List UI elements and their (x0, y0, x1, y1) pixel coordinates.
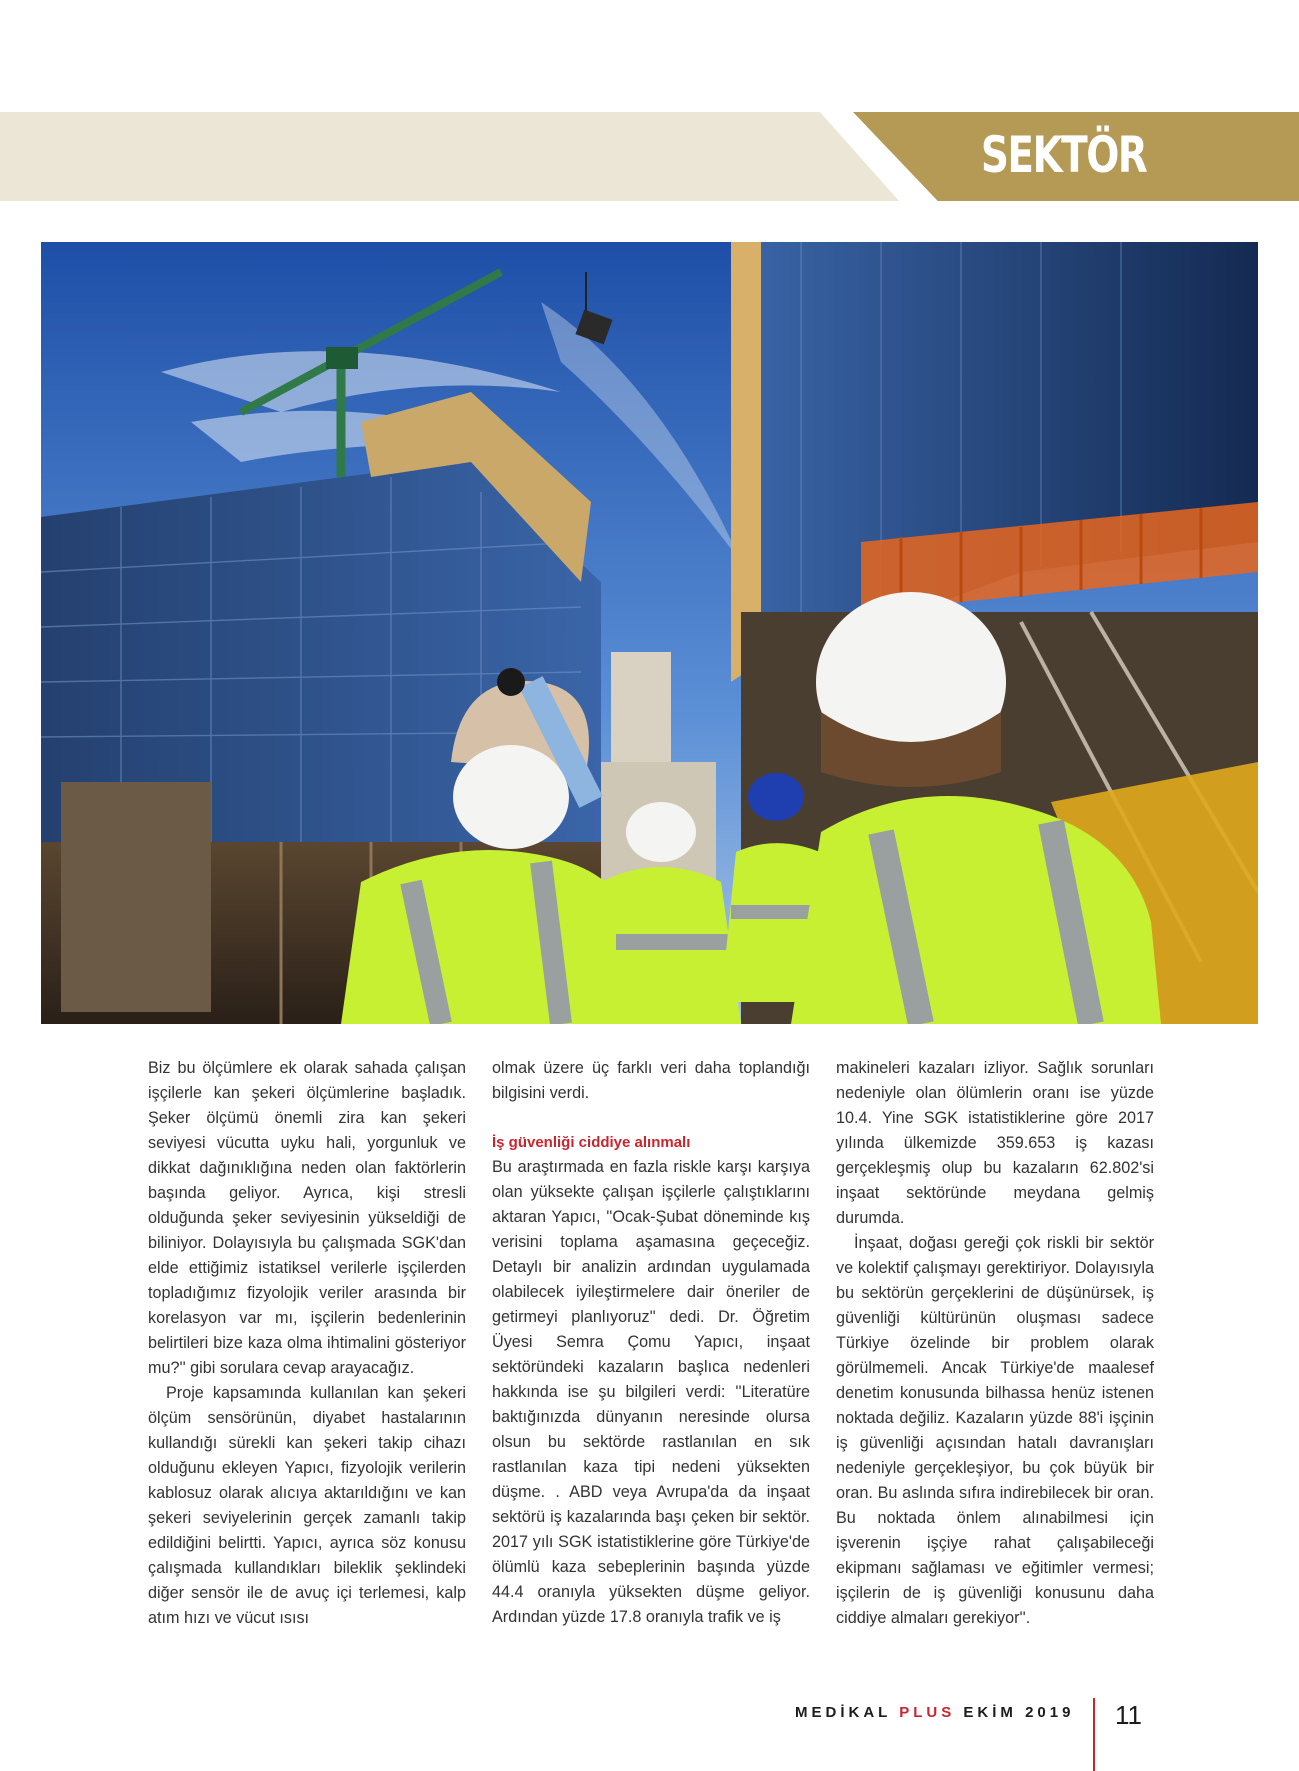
construction-workers-photo (41, 242, 1258, 1024)
footer-divider (1093, 1698, 1095, 1771)
issue-date: EKİM 2019 (955, 1704, 1075, 1721)
page-number: 11 (1115, 1700, 1142, 1730)
subheading: İş güvenliği ciddiye alınmalı (492, 1134, 691, 1151)
paragraph: Proje kapsamında kullanılan kan şekeri ölçüm sensörünün, diyabet hastalarının kullandığı sürekli kan şekeri takip cihazı olduğunu ekleyen Yapıcı, fizyolojik verilerin kablosuz olarak alıcıya aktarıldığını ve kan şekeri seviyelerinin gerçek zamanlı takip edildiğini belirtti. Yapıcı, ayrıca söz konusu çalışmada kullandıkları bileklik şeklindeki diğer sensör ile de avuç içi terlemesi, kalp atım hızı ve vücut ısısı (148, 1384, 466, 1627)
photo-illustration (41, 242, 1258, 1024)
paragraph: makineleri kazaları izliyor. Sağlık sorunları nedeniyle olan ölümlerin oranı ise yüzde 10.4. Yine SGK istatistiklerine göre 2017 yılında ülkemizde 359.653 iş kazası gerçekleşmiş olup bu kazaların 62.802'si inşaat sektöründe meydana gelmiş durumda. (836, 1059, 1154, 1227)
magazine-footer (795, 1698, 1074, 1728)
article-column-1 (148, 1056, 466, 1631)
paragraph: Biz bu ölçümlere ek olarak sahada çalışan işçilerle kan şekeri ölçümlerine başladık. Şeker ölçümü önemli zira kan şekeri seviyesi vücutta uyku hali, yorgunluk ve dikkat dağınıklığına neden olan faktörlerin başında geliyor. Ayrıca, kişi stresli olduğunda şeker seviyesinin yükseldiği de biliniyor. Dolayısıyla bu çalışmada SGK'dan elde ettiğimiz istatiksel verilerle işçilerden topladığımız fizyolojik veriler arasında bir korelasyon var mı, işçilerin bedenlerinin belirtileri bize kaza olma ihtimalini gösteriyor mu?'' gibi sorulara cevap arayacağız. (148, 1059, 466, 1377)
magazine-name: MEDİKAL (795, 1704, 900, 1721)
paragraph: Bu araştırmada en fazla riskle karşı karşıya olan yüksekte çalışan işçilerle çalıştıklarını aktaran Yapıcı, ''Ocak-Şubat döneminde kış verisini toplama aşamasına geçeceğiz. Detaylı bir analizin ardından uygulamada olabilecek iyileştirmelere dair öneriler de getirmeyi planlıyoruz'' dedi. Dr. Öğretim Üyesi Semra Çomu Yapıcı, inşaat sektöründeki kazaların başlıca nedenleri hakkında ise şu bilgileri verdi: ''Literatüre baktığınızda dünyanın neresinde olursa olsun bu sektörde rastlanılan en sık rastlanılan kaza tipi nedeni yüksekten düşme. . ABD veya Avrupa'da da inşaat sektörü iş kazalarında başı çeken bir sektör. 2017 yılı SGK istatistiklerine göre Türkiye'de ölümlü kaza sebeplerinin başında yüzde 44.4 oranıyla yüksekten düşme geliyor. Ardından yüzde 17.8 oranıyla trafik ve iş (492, 1158, 810, 1626)
article-column-2 (492, 1056, 810, 1630)
magazine-name-accent: PLUS (899, 1704, 956, 1721)
paragraph: İnşaat, doğası gereği çok riskli bir sektör ve kolektif çalışmayı gerektiriyor. Dolayısıyla bu sektörün gerçeklerini de düşünürsek, iş güvenliği kültürünün oluşması sadece Türkiye özelinde bir problem olarak görülmemeli. Ancak Türkiye'de maalesef denetim konusunda bilhassa henüz istenen noktada değiliz. Kazaların yüzde 88'i işçinin iş güvenliği açısından hatalı davranışları nedeniyle gerçekleşiyor, bu çok büyük bir oran. Bu aslında sıfıra indirebilecek bir oran. Bu noktada önlem alınabilmesi için işverenin işçiye rahat çalışabileceği ekipmanı sağlaması ve eğitimler vermesi; işçilerin de iş güvenliği konusunu daha ciddiye almaları gerekiyor''. (836, 1234, 1154, 1627)
distant-tower (611, 652, 671, 772)
section-label: SEKTÖR (980, 126, 1147, 184)
article-column-3 (836, 1056, 1154, 1631)
paragraph: olmak üzere üç farklı veri daha toplandığı bilgisini verdi. (492, 1059, 810, 1102)
formwork-stack (61, 782, 211, 1012)
